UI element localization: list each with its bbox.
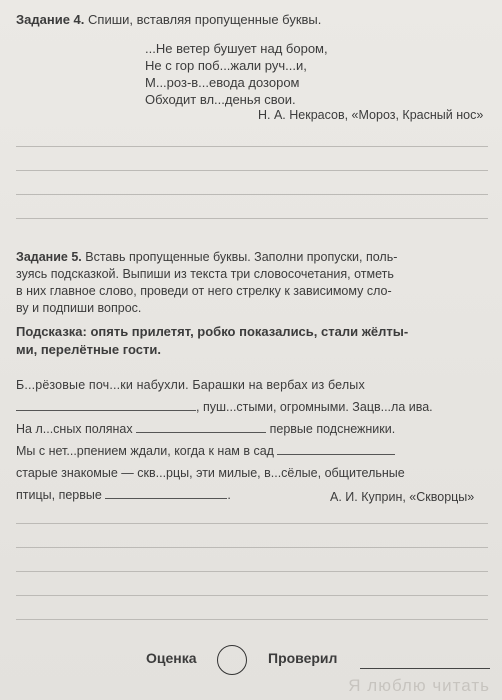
text-line: птицы, первые . (16, 488, 231, 502)
text-line: Б...рёзовые поч...ки набухли. Барашки на вербах из белых (16, 378, 365, 392)
text-line: На л...сных полянах первые подснежники. (16, 422, 396, 436)
task4-heading (16, 12, 321, 27)
task4-instruction: Спиши, вставляя пропущенные буквы. (88, 12, 322, 27)
writing-line[interactable] (16, 523, 488, 524)
poem-line: М...роз-в...евода дозором (145, 75, 300, 90)
task4-label: Задание 4. (16, 12, 85, 27)
text-line: Мы с нет...рпением ждали, когда к нам в сад (16, 440, 486, 462)
signature-line[interactable] (360, 668, 490, 669)
writing-line[interactable] (16, 218, 488, 219)
writing-line[interactable] (16, 194, 488, 195)
grade-label: Оценка (146, 650, 197, 666)
writing-line[interactable] (16, 619, 488, 620)
fill-blank[interactable] (277, 444, 395, 455)
fill-blank[interactable] (105, 488, 227, 499)
task5-hint: Подсказка: опять прилетят, робко показались, стали жёлты- ми, перелётные гости. (16, 324, 409, 357)
poem-line: Не с гор поб...жали руч...и, (145, 58, 307, 73)
task5-instruction: Задание 5. Вставь пропущенные буквы. Заполни пропуски, поль- зуясь подсказкой. Выпиши из текста три словосочетания, отметь в них главное слово, проведи от него стрелку к зависимому сло- ву и подпиши вопрос. (16, 250, 398, 315)
writing-line[interactable] (16, 571, 488, 572)
task5-label: Задание 5. (16, 250, 82, 264)
text-line: старые знакомые — скв...рцы, эти милые, в...сёлые, общительные (16, 466, 405, 480)
task4-poem (145, 40, 328, 108)
writing-line[interactable] (16, 547, 488, 548)
grade-circle[interactable] (217, 645, 247, 675)
writing-line[interactable] (16, 146, 488, 147)
poem-line: ...Не ветер бушует над бором, (145, 41, 328, 56)
task5-text (16, 374, 486, 506)
task5-author: А. И. Куприн, «Скворцы» (330, 490, 475, 504)
poem-line: Обходит вл...денья свои. (145, 92, 296, 107)
watermark: Я люблю читать (348, 676, 490, 695)
checked-label: Проверил (268, 650, 338, 666)
writing-line[interactable] (16, 170, 488, 171)
writing-line[interactable] (16, 595, 488, 596)
fill-blank[interactable] (16, 400, 196, 411)
task4-author: Н. А. Некрасов, «Мороз, Красный нос» (258, 108, 484, 122)
text-line: , пуш...стыми, огромными. Зацв...ла ива. (16, 396, 486, 418)
fill-blank[interactable] (136, 422, 266, 433)
